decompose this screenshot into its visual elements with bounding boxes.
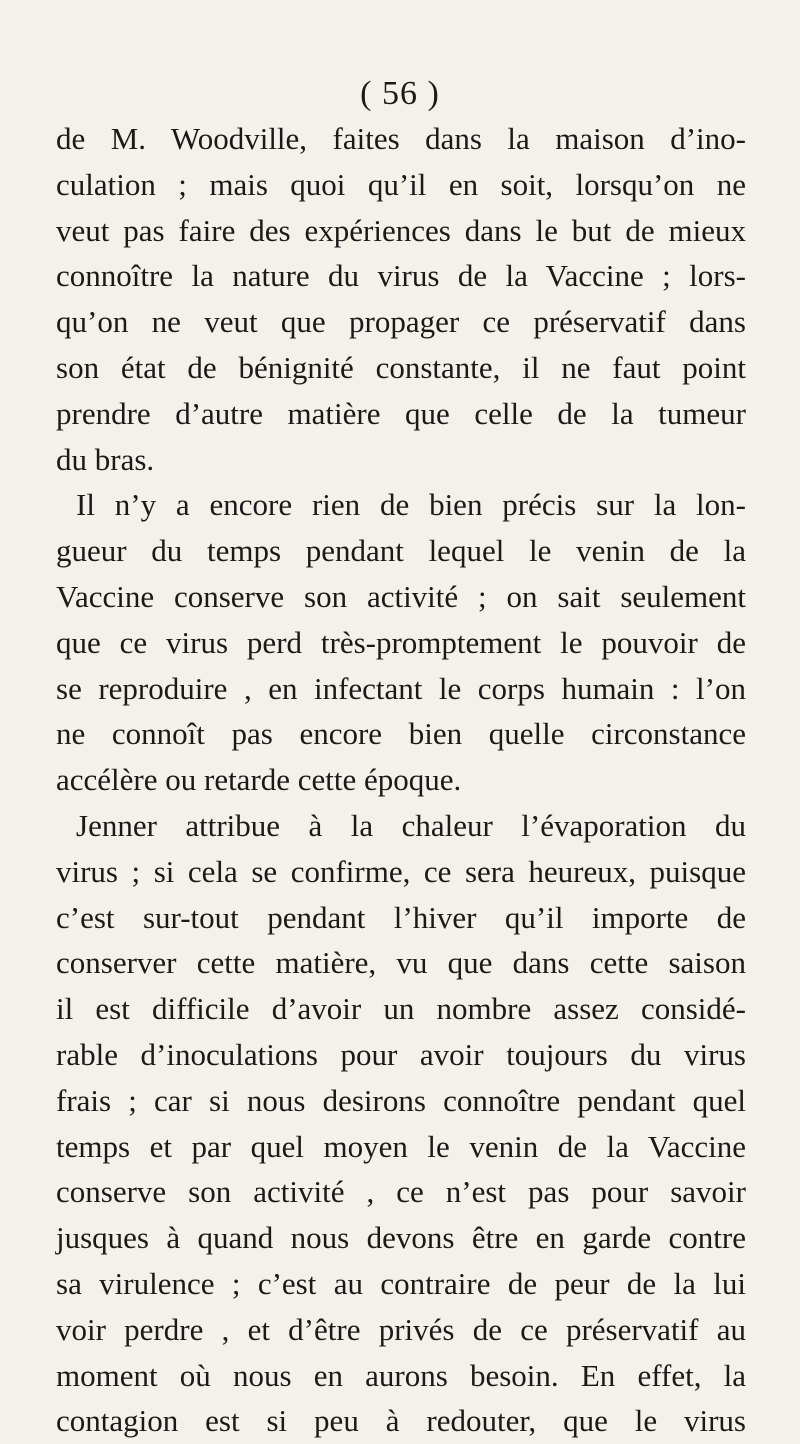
text-line: accélère ou retarde cette époque. [56, 762, 462, 798]
text-line: qu’on ne veut que propager ce préservatif dans [56, 304, 746, 340]
text-line: connoître la nature du virus de la Vaccine ; lors- [56, 258, 746, 294]
text-line: veut pas faire des expériences dans le but de mieux [56, 212, 746, 248]
text-line: contagion est si peu à redouter, que le virus [56, 1403, 746, 1439]
text-line: gueur du temps pendant lequel le venin de la [56, 533, 746, 569]
text-line: frais ; car si nous desirons connoître pendant quel [56, 1082, 746, 1118]
text-line: du bras. [56, 441, 155, 477]
text-line: de M. Woodville, faites dans la maison d’ino- [56, 121, 746, 156]
text-line: culation ; mais quoi qu’il en soit, lorsqu’on ne [56, 166, 746, 202]
text-line: ne connoît pas encore bien quelle circonstance [56, 716, 746, 752]
text-line: sa virulence ; c’est au contraire de peur de la lui [56, 1265, 746, 1301]
text-line: moment où nous en aurons besoin. En effet, la [56, 1357, 746, 1393]
text-line: temps et par quel moyen le venin de la Vaccine [56, 1128, 746, 1164]
text-line: virus ; si cela se confirme, ce sera heureux, puisque [56, 853, 746, 889]
text-line: Vaccine conserve son activité ; on sait seulement [56, 578, 746, 614]
text-line: son état de bénignité constante, il ne faut point [56, 349, 746, 385]
body-text [56, 116, 746, 1444]
text-line: voir perdre , et d’être privés de ce préservatif au [56, 1311, 746, 1347]
text-line: conserve son activité , ce n’est pas pour savoir [56, 1174, 746, 1210]
text-line: se reproduire , en infectant le corps humain : l’on [56, 670, 746, 706]
text-line: conserver cette matière, vu que dans cette saison [56, 945, 746, 981]
text-line: Jenner attribue à la chaleur l’évaporation du [76, 807, 746, 843]
text-line: jusques à quand nous devons être en garde contre [56, 1220, 746, 1256]
text-line: Il n’y a encore rien de bien précis sur la lon- [76, 487, 746, 523]
text-line: rable d’inoculations pour avoir toujours du virus [56, 1036, 746, 1072]
text-line: c’est sur-tout pendant l’hiver qu’il importe de [56, 899, 746, 935]
text-line: que ce virus perd très-promptement le pouvoir de [56, 624, 746, 660]
text-line: il est difficile d’avoir un nombre assez considé- [56, 991, 746, 1027]
text-line: prendre d’autre matière que celle de la tumeur [56, 395, 746, 431]
page-number: ( 56 ) [360, 75, 440, 112]
